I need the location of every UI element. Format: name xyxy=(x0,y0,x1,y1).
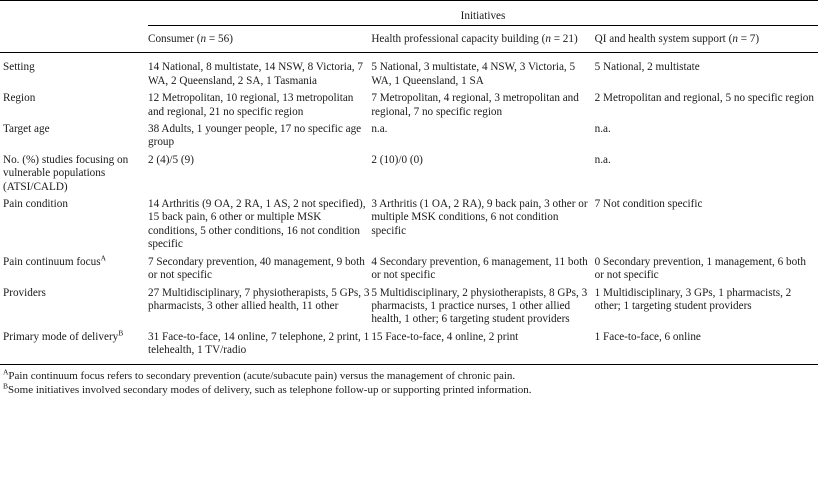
cell-health-professional: 5 Multidisciplinary, 2 physiotherapists, 8 GPs, 3 pharmacists, 1 practice nurses, 1 other allied health, 1 other; 6 targeting student providers xyxy=(371,286,588,326)
cell-qi-health-system: n.a. xyxy=(594,123,611,136)
row-label: Setting xyxy=(0,53,148,92)
row-label: Target age xyxy=(3,123,50,136)
header-stub xyxy=(0,1,148,29)
cell-qi-health-system: 7 Not condition specific xyxy=(594,198,703,211)
initiatives-group-label: Initiatives xyxy=(460,10,506,22)
header-group-cell xyxy=(148,1,818,29)
cell-health-professional: 15 Face-to-face, 4 online, 2 print xyxy=(371,330,519,343)
cell-health-professional: n.a. xyxy=(371,123,388,136)
table-row xyxy=(0,123,818,154)
cell-qi-health-system: n.a. xyxy=(594,153,611,166)
column-header-consumer: Consumer (n = 56) xyxy=(148,33,233,45)
row-label: Pain condition xyxy=(3,198,68,211)
row-label: Pain continuum focus$^A$ xyxy=(3,252,106,268)
table-row xyxy=(0,198,818,256)
footnote-mark-a: A xyxy=(100,252,106,262)
column-header-qi-health-system: QI and health system support (n = 7) xyxy=(594,33,760,45)
cell-consumer: 27 Multidisciplinary, 7 physiotherapists, 5 GPs, 3 pharmacists, 3 other allied health, 11 other xyxy=(148,286,370,312)
table-row xyxy=(0,287,818,331)
cell-consumer: 38 Adults, 1 younger people, 17 no specific age group xyxy=(148,123,362,149)
footnote-mark-b: B xyxy=(118,327,124,337)
header-empty-cell xyxy=(0,28,148,53)
row-label: Region xyxy=(3,92,36,105)
cell-consumer: 14 National, 8 multistate, 14 NSW, 8 Victoria, 7 WA, 2 Queensland, 2 SA, 1 Tasmania xyxy=(148,53,371,92)
table-row xyxy=(0,256,818,287)
table-row xyxy=(0,154,818,198)
column-header-health-professional: Health professional capacity building (n = 21) xyxy=(371,33,578,45)
cell-health-professional: 4 Secondary prevention, 6 management, 11 both or not specific xyxy=(371,255,588,282)
cell-qi-health-system: 2 Metropolitan and regional, 5 no specific region xyxy=(594,92,814,105)
initiatives-group-header xyxy=(148,10,818,26)
cell-health-professional: 3 Arthritis (1 OA, 2 RA), 9 back pain, 3 other or multiple MSK conditions, 6 not condition specific xyxy=(371,198,588,237)
cell-health-professional: 5 National, 3 multistate, 4 NSW, 3 Victoria, 5 WA, 1 Queensland, 1 SA xyxy=(371,53,594,92)
table-row xyxy=(0,92,818,123)
cell-health-professional: 2 (10)/0 (0) xyxy=(371,153,423,166)
cell-consumer: 12 Metropolitan, 10 regional, 13 metropolitan and regional, 21 no specific region xyxy=(148,92,354,118)
row-label: No. (%) studies focusing on vulnerable populations (ATSI/CALD) xyxy=(3,153,129,193)
row-label: Primary mode of delivery$^B$ xyxy=(3,327,124,343)
cell-consumer: 31 Face-to-face, 14 online, 7 telephone, 2 print, 1 telehealth, 1 TV/radio xyxy=(148,330,370,357)
cell-consumer: 7 Secondary prevention, 40 management, 9 both or not specific xyxy=(148,255,365,282)
cell-consumer: 2 (4)/5 (9) xyxy=(148,153,194,166)
row-label: Providers xyxy=(3,286,46,299)
footnote: $^A$Pain continuum focus refers to secondary prevention (acute/subacute pain) versus the management of chronic pain. xyxy=(3,366,516,382)
cell-qi-health-system: 1 Face-to-face, 6 online xyxy=(594,330,701,343)
cell-qi-health-system: 0 Secondary prevention, 1 management, 6 both or not specific xyxy=(594,255,806,282)
footnote: $^B$Some initiatives involved secondary modes of delivery, such as telephone follow-up or supporting printed information. xyxy=(3,380,532,396)
cell-qi-health-system: 5 National, 2 multistate xyxy=(595,53,818,92)
table-row xyxy=(0,331,818,364)
cell-qi-health-system: 1 Multidisciplinary, 3 GPs, 1 pharmacists, 2 other; 1 targeting student providers xyxy=(594,286,792,312)
table-row xyxy=(0,53,818,92)
cell-health-professional: 7 Metropolitan, 4 regional, 3 metropolitan and regional, 7 no specific region xyxy=(371,92,579,118)
table-bottom-rule xyxy=(0,364,818,365)
footnotes xyxy=(0,366,834,397)
cell-consumer: 14 Arthritis (9 OA, 2 RA, 1 AS, 2 not specified), 15 back pain, 6 other or multiple MSK conditions, 5 other conditions, 16 not condition specific xyxy=(148,198,366,251)
